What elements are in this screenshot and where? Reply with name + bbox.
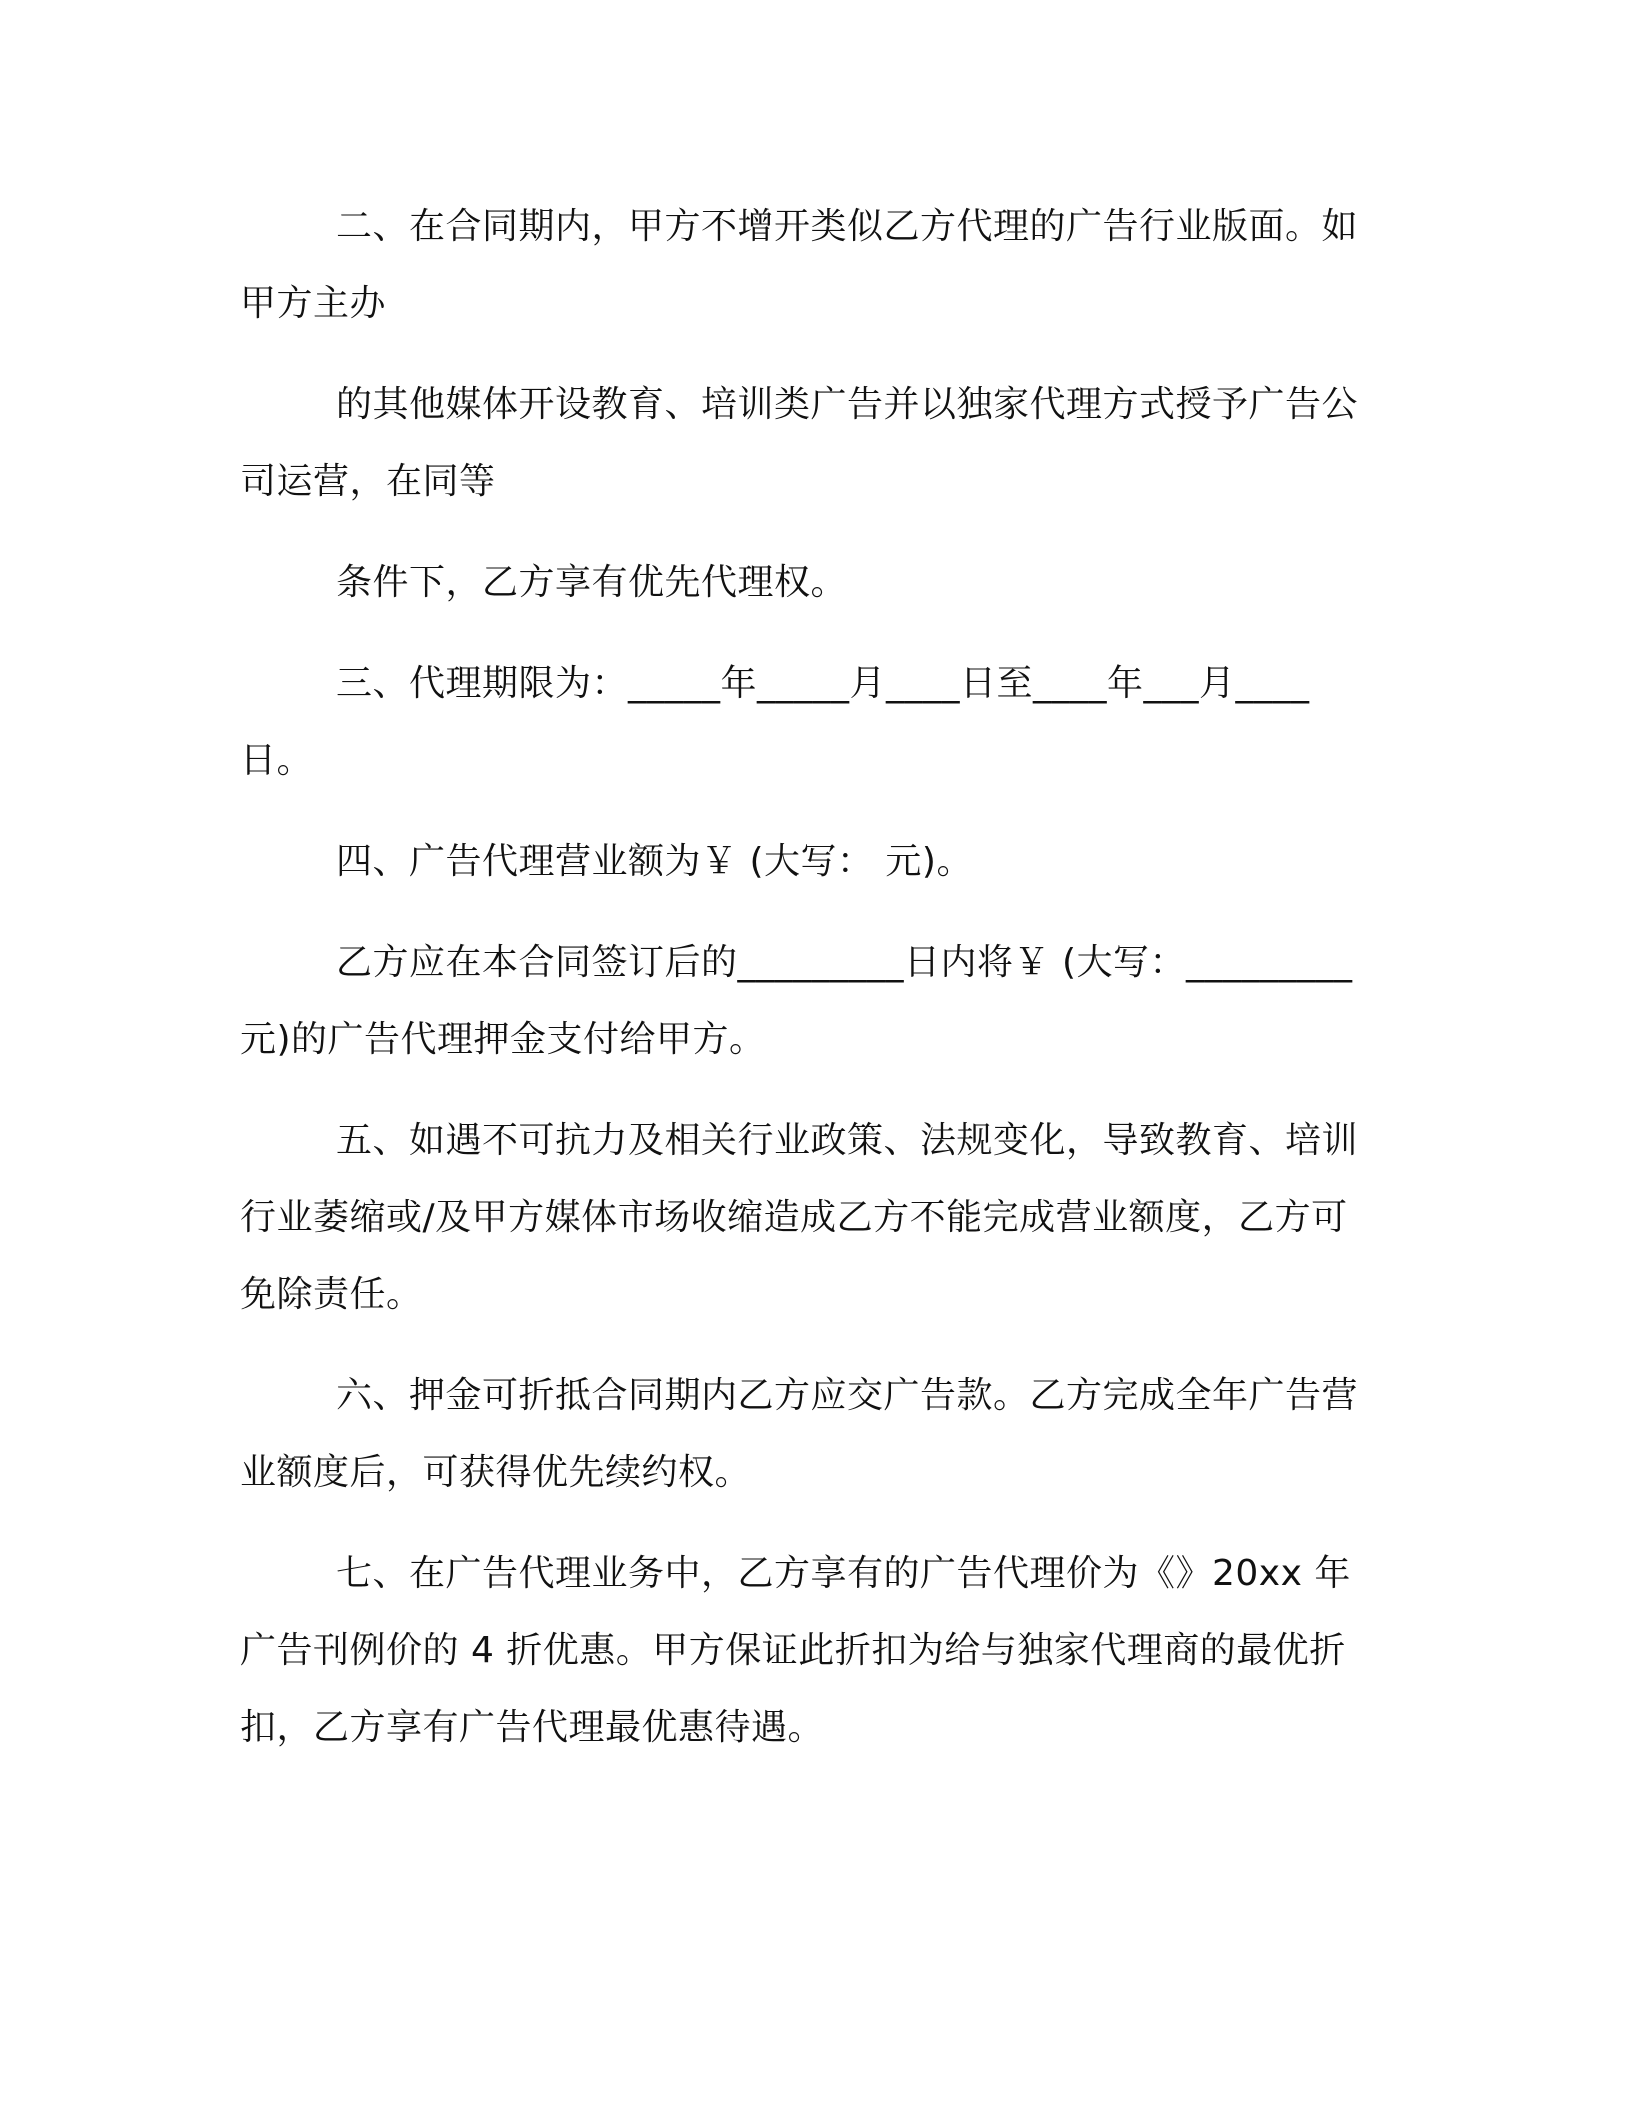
paragraph-3-term: 三、代理期限为：_____年_____月____日至____年___月____日。 bbox=[240, 663, 1310, 781]
paragraph-7-pricing: 七、在广告代理业务中，乙方享有的广告代理价为《》20xx 年广告刊例价的 4 折优惠。甲方保证此折扣为给与独家代理商的最优折扣，乙方享有广告代理最优惠待遇。 bbox=[240, 1553, 1351, 1748]
document-body bbox=[240, 188, 1375, 1766]
paragraph-5-force-majeure: 五、如遇不可抗力及相关行业政策、法规变化，导致教育、培训行业萎缩或/及甲方媒体市场收缩造成乙方不能完成营业额度，乙方可免除责任。 bbox=[240, 1120, 1359, 1315]
paragraph-4-turnover: 四、广告代理营业额为￥ (大写： 元)。 bbox=[336, 841, 973, 882]
paragraph-6-deposit-offset: 六、押金可折抵合同期内乙方应交广告款。乙方完成全年广告营业额度后，可获得优先续约权。 bbox=[240, 1375, 1359, 1493]
paragraph-2-priority: 条件下，乙方享有优先代理权。 bbox=[336, 562, 848, 603]
paragraph-4-deposit: 乙方应在本合同签订后的_________日内将￥ (大写：_________元)的广告代理押金支付给甲方。 bbox=[240, 942, 1353, 1060]
paragraph-2-other-media: 的其他媒体开设教育、培训类广告并以独家代理方式授予广告公司运营，在同等 bbox=[240, 384, 1359, 502]
paragraph-2-exclusivity: 二、在合同期内，甲方不增开类似乙方代理的广告行业版面。如甲方主办 bbox=[240, 206, 1359, 324]
